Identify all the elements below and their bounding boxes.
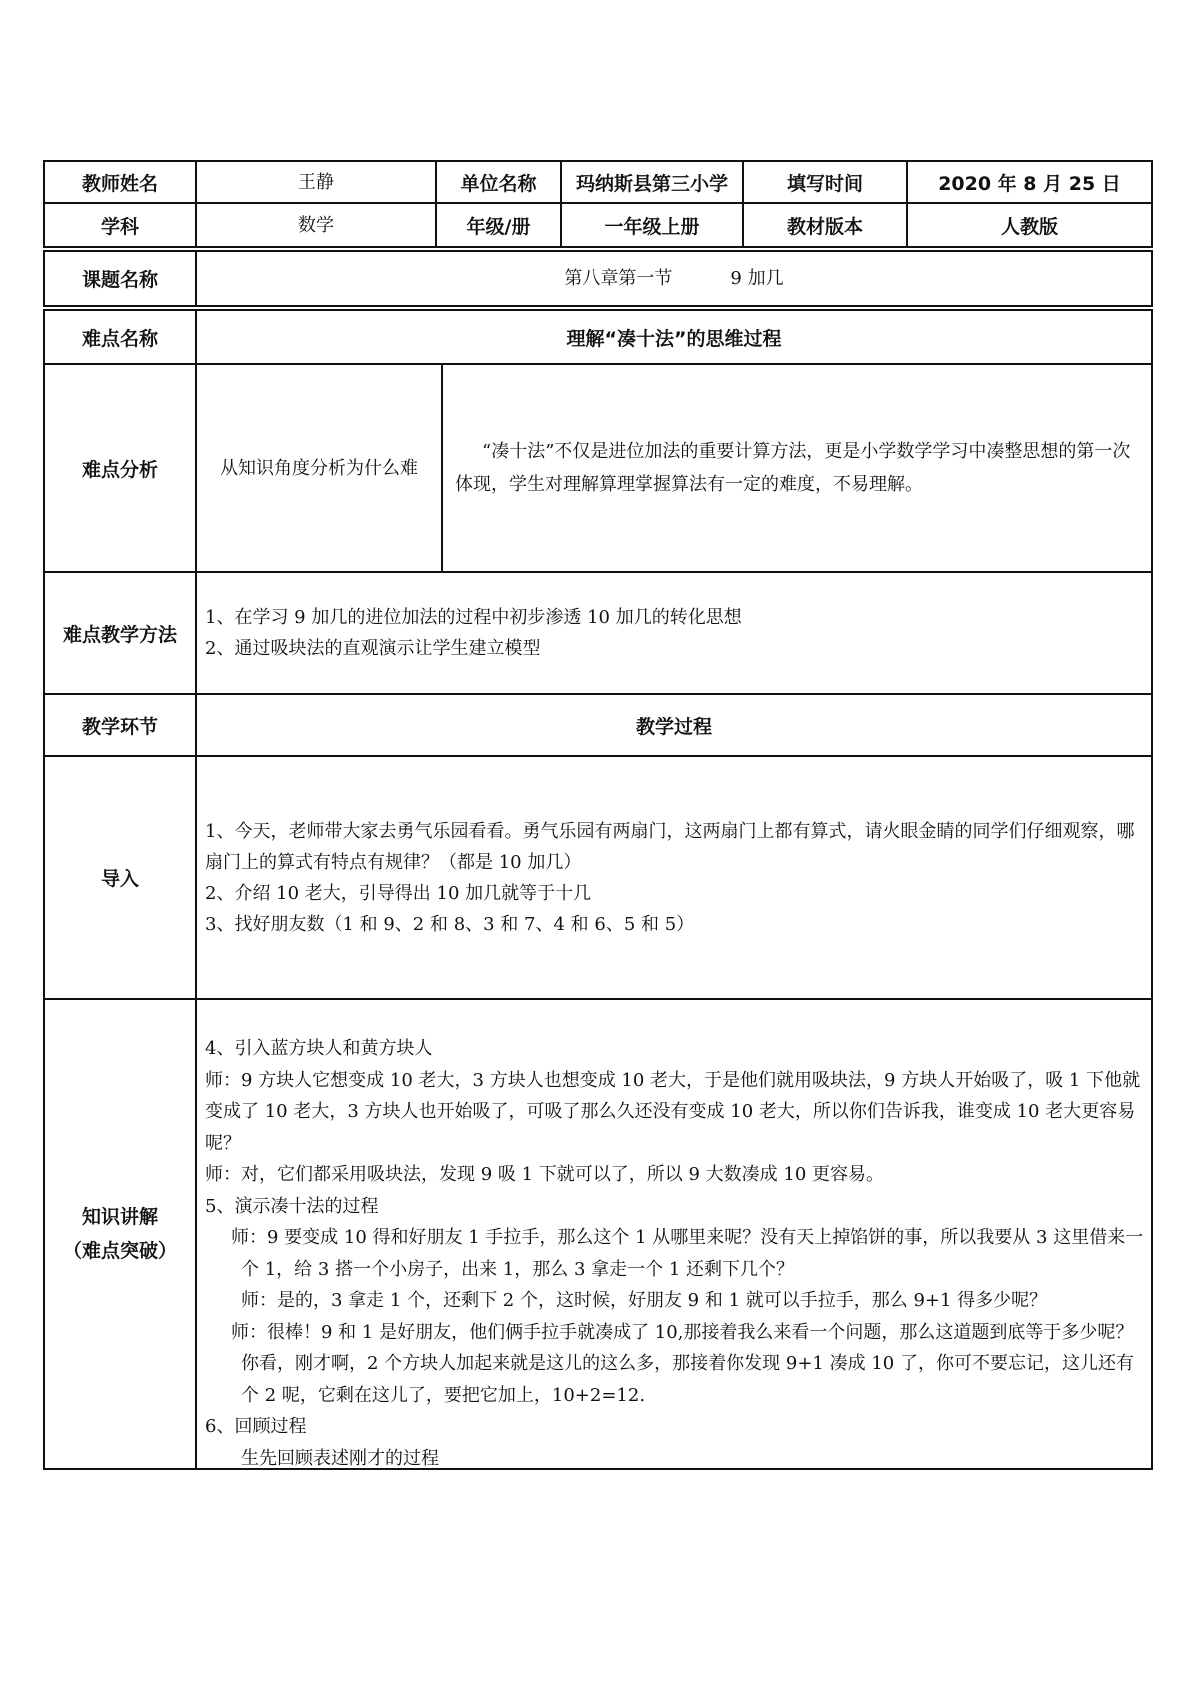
knowledge-row — [43, 998, 1153, 1470]
knowledge-p3: 师：对，它们都采用吸块法，发现 9 吸 1 下就可以了，所以 9 大数凑成 10 更容易。 — [205, 1164, 885, 1185]
knowledge-p5: 师：9 要变成 10 得和好朋友 1 手拉手，那么这个 1 从哪里来呢？没有天上掉馅饼的事，所以我要从 3 这里借来一个 1，给 3 搭一个小房子，出来 1，那么 3 拿走一个 1 还剩下几个？ — [231, 1227, 1144, 1280]
date-value: 2020 年 8 月 25 日 — [938, 172, 1121, 195]
intro-line-1: 1、今天，老师带大家去勇气乐园看看。勇气乐园有两扇门，这两扇门上都有算式，请火眼金睛的同学们仔细观察，哪扇门上的算式有特点有规律？（都是 10 加几） — [205, 820, 1135, 873]
intro-line-3: 3、找好朋友数（1 和 9、2 和 8、3 和 7、4 和 6、5 和 5） — [205, 913, 695, 935]
header-row-1 — [43, 160, 1153, 204]
edition-value: 人教版 — [1000, 215, 1058, 238]
analysis-row — [43, 363, 1153, 573]
date-label: 填写时间 — [786, 172, 863, 195]
intro-content — [205, 757, 1149, 998]
stage-label: 教学环节 — [81, 715, 158, 738]
teacher-value: 王静 — [298, 171, 334, 193]
knowledge-p4: 5、演示凑十法的过程 — [205, 1195, 379, 1217]
method-line-2: 2、通过吸块法的直观演示让学生建立模型 — [205, 638, 541, 659]
process-label: 教学过程 — [635, 715, 712, 738]
difficulty-value: 理解“凑十法”的思维过程 — [566, 327, 782, 350]
subject-label: 学科 — [100, 215, 139, 238]
unit-label: 单位名称 — [460, 172, 537, 195]
topic-label: 课题名称 — [81, 269, 158, 291]
edition-label: 教材版本 — [786, 215, 863, 238]
knowledge-content — [205, 1033, 1149, 1474]
topic-value — [197, 252, 1151, 305]
analysis-sub-label — [205, 365, 433, 571]
header-row-2 — [43, 202, 1153, 248]
intro-label: 导入 — [100, 868, 139, 890]
knowledge-p7: 师：很棒！9 和 1 是好朋友，他们俩手拉手就凑成了 10,那接着我么来看一个问题，那么这道题到底等于多少呢？你看，刚才啊，2 个方块人加起来就是这儿的这么多，那接着你发现 9+1 凑成 10 了，你可不要忘记，这儿还有个 2 呢，它剩在这儿了，要把它加上，10+2=12. — [231, 1321, 1134, 1406]
knowledge-label-line-2: （难点突破） — [62, 1240, 177, 1262]
method-content — [205, 573, 1149, 693]
knowledge-label-line-1: 知识讲解 — [81, 1206, 158, 1228]
intro-row — [43, 755, 1153, 1000]
analysis-sub-label-text: 从知识角度分析为什么难 — [220, 457, 418, 479]
method-row — [43, 571, 1153, 695]
knowledge-p9: 生先回顾表述刚才的过程 — [241, 1447, 439, 1469]
grade-label: 年级/册 — [466, 215, 531, 238]
intro-line-2: 2、介绍 10 老大，引导得出 10 加几就等于十几 — [205, 882, 592, 904]
teacher-label: 教师姓名 — [81, 172, 158, 195]
knowledge-p1: 4、引入蓝方块人和黄方块人 — [205, 1038, 433, 1059]
difficulty-row — [43, 309, 1153, 365]
unit-value: 玛纳斯县第三小学 — [575, 172, 728, 195]
process-header-row — [43, 693, 1153, 757]
knowledge-label — [45, 1000, 195, 1468]
knowledge-p6: 师：是的，3 拿走 1 个，还剩下 2 个，这时候，好朋友 9 和 1 就可以手拉手，那么 9+1 得多少呢？ — [241, 1290, 1048, 1311]
subject-value: 数学 — [298, 214, 334, 236]
difficulty-label: 难点名称 — [81, 327, 158, 350]
method-line-1: 1、在学习 9 加几的进位加法的过程中初步渗透 10 加几的转化思想 — [205, 607, 742, 628]
analysis-label: 难点分析 — [81, 458, 158, 481]
topic-chapter: 第八章第一节 — [564, 268, 673, 289]
topic-title: 9 加几 — [730, 268, 784, 289]
knowledge-p2: 师：9 方块人它想变成 10 老大，3 方块人也想变成 10 老大，于是他们就用吸块法，9 方块人开始吸了，吸 1 下他就变成了 10 老大，3 方块人也开始吸了，可吸了那么久还没有变成 10 老大，所以你们告诉我，谁变成 10 老大更容易呢？ — [205, 1069, 1141, 1154]
topic-row — [43, 250, 1153, 307]
grade-value: 一年级上册 — [604, 215, 700, 238]
knowledge-p8: 6、回顾过程 — [205, 1416, 307, 1437]
method-label: 难点教学方法 — [62, 623, 177, 646]
analysis-content-text: “凑十法”不仅是进位加法的重要计算方法，更是小学数学学习中凑整思想的第一次体现，学生对理解算理掌握算法有一定的难度，不易理解。 — [455, 441, 1131, 495]
analysis-content — [445, 365, 1151, 571]
